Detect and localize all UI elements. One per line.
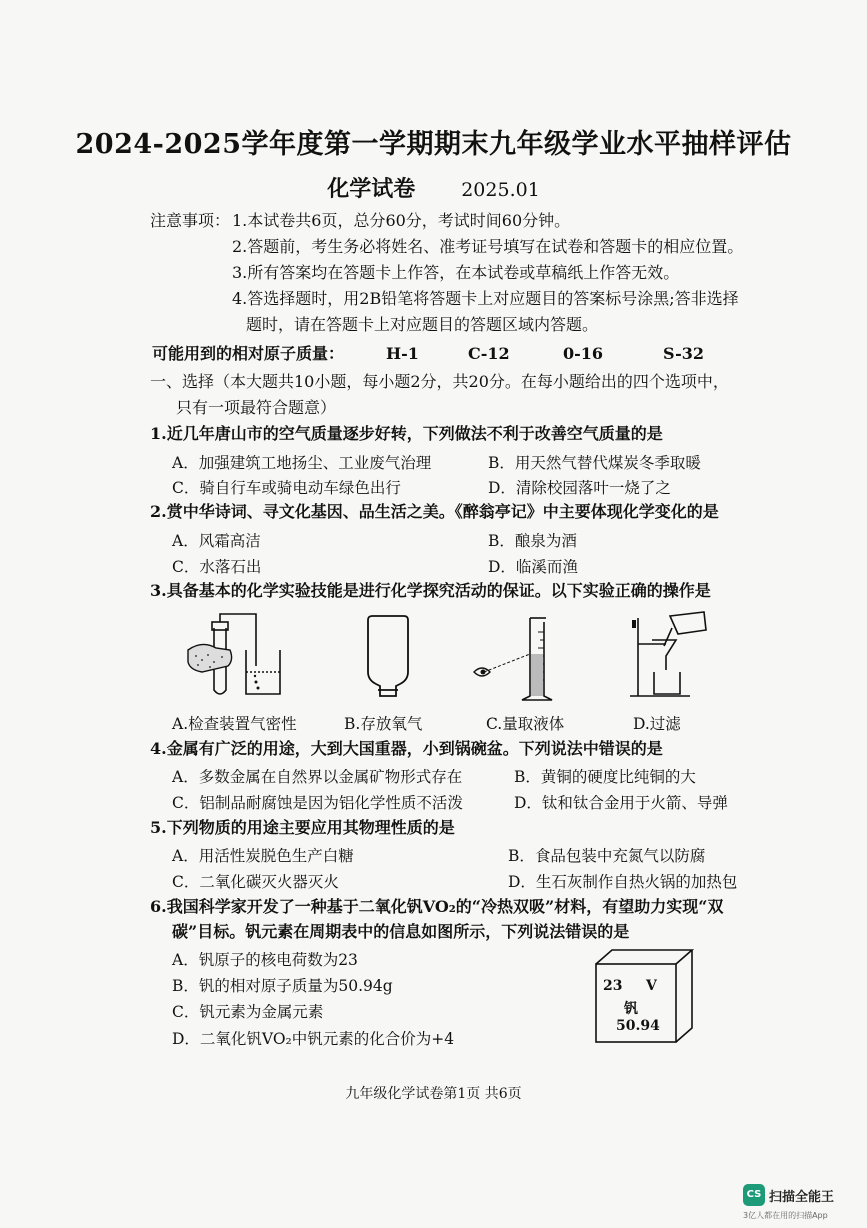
question-4-option-d: D．钛和钛合金用于火箭、导弹 xyxy=(514,794,728,812)
question-4-stem: 4.金属有广泛的用途，大到大国重器，小到锅碗盆。下列说法中错误的是 xyxy=(150,739,663,758)
figure-airtightness-check xyxy=(184,610,294,702)
question-2-option-d: D．临溪而渔 xyxy=(488,558,578,576)
question-5-stem: 5.下列物质的用途主要应用其物理性质的是 xyxy=(150,818,455,837)
exam-title: 2024-2025学年度第一学期期末九年级学业水平抽样评估 xyxy=(75,129,792,160)
question-3-stem: 3.具备基本的化学实验技能是进行化学探究活动的保证。以下实验正确的操作是 xyxy=(150,581,711,600)
atomic-mass-h: H-1 xyxy=(386,344,419,363)
question-6-option-d: D．二氧化钒VO₂中钒元素的化合价为+4 xyxy=(172,1030,455,1048)
note-2: 2.答题前，考生务必将姓名、准考证号填写在试卷和答题卡的相应位置。 xyxy=(232,237,744,256)
question-6-option-c: C．钒元素为金属元素 xyxy=(172,1003,324,1021)
scanner-logo-icon: CS xyxy=(743,1184,765,1206)
question-1-option-b: B．用天然气替代煤炭冬季取暖 xyxy=(488,454,701,472)
question-6-stem-cont: 碳”目标。钒元素在周期表中的信息如图所示，下列说法错误的是 xyxy=(172,922,630,941)
question-6-option-b: B．钒的相对原子质量为50.94g xyxy=(172,977,393,995)
question-1-option-d: D．清除校园落叶一烧了之 xyxy=(488,479,671,497)
note-4: 4.答选择题时，用2B铅笔将答题卡上对应题目的答案标号涂黑;答非选择 xyxy=(232,289,739,308)
element-symbol: V xyxy=(646,978,657,994)
subject-label: 化学试卷 xyxy=(327,176,416,202)
element-name: 钒 xyxy=(624,1001,638,1017)
note-3: 3.所有答案均在答题卡上作答，在本试卷或草稿纸上作答无效。 xyxy=(232,263,680,282)
question-2-option-c: C．水落石出 xyxy=(172,558,262,576)
figure-oxygen-bottle xyxy=(360,614,416,700)
question-3-option-a: A.检查装置气密性 xyxy=(172,715,297,733)
question-2-option-b: B．酿泉为酒 xyxy=(488,532,577,550)
question-1-stem: 1.近几年唐山市的空气质量逐步好转，下列做法不利于改善空气质量的是 xyxy=(150,424,663,443)
element-atomic-number: 23 xyxy=(603,978,623,994)
question-4-option-a: A．多数金属在自然界以金属矿物形式存在 xyxy=(172,768,463,786)
figure-measuring-liquid xyxy=(470,616,560,704)
question-3-option-c: C.量取液体 xyxy=(486,715,565,733)
atomic-mass-s: S-32 xyxy=(663,344,705,363)
exam-date: 2025.01 xyxy=(461,179,540,201)
atomic-mass-label: 可能用到的相对原子质量： xyxy=(152,344,345,363)
question-6-option-a: A．钒原子的核电荷数为23 xyxy=(172,951,358,969)
question-3-option-d: D.过滤 xyxy=(633,715,681,733)
section-heading-cont: 只有一项最符合题意） xyxy=(176,398,337,417)
question-6-stem: 6.我国科学家开发了一种基于二氧化钒VO₂的“冷热双吸”材料，有望助力实现“双 xyxy=(150,897,724,916)
question-3-option-b: B.存放氧气 xyxy=(344,715,423,733)
note-4-cont: 题时，请在答题卡上对应题目的答题区域内答题。 xyxy=(246,315,599,334)
question-5-option-d: D．生石灰制作自热火锅的加热包 xyxy=(508,873,738,891)
element-mass: 50.94 xyxy=(616,1018,660,1034)
scanner-watermark xyxy=(743,1182,853,1222)
question-2-option-a: A．风霜高洁 xyxy=(172,532,261,550)
vanadium-element-card xyxy=(594,948,694,1044)
question-5-option-a: A．用活性炭脱色生产白糖 xyxy=(172,847,354,865)
scanner-name: 扫描全能王 xyxy=(769,1190,835,1205)
notes-label: 注意事项： xyxy=(150,211,231,230)
page-footer: 九年级化学试卷第1页 共6页 xyxy=(345,1086,522,1102)
figure-filtration xyxy=(626,610,710,704)
note-1: 1.本试卷共6页，总分60分，考试时间60分钟。 xyxy=(232,211,571,230)
question-5-option-b: B．食品包装中充氮气以防腐 xyxy=(508,847,706,865)
atomic-mass-c: C-12 xyxy=(468,344,510,363)
question-1-option-c: C．骑自行车或骑电动车绿色出行 xyxy=(172,479,401,497)
question-2-stem: 2.赏中华诗词、寻文化基因、品生活之美。《醉翁亭记》中主要体现化学变化的是 xyxy=(150,502,719,521)
section-heading: 一、选择（本大题共10小题，每小题2分，共20分。在每小题给出的四个选项中， xyxy=(150,372,729,391)
exam-subtitle xyxy=(0,172,867,203)
question-5-option-c: C．二氧化碳灭火器灭火 xyxy=(172,873,339,891)
scanner-tagline: 3亿人都在用的扫描App xyxy=(743,1211,828,1220)
question-1-option-a: A．加强建筑工地扬尘、工业废气治理 xyxy=(172,454,432,472)
question-4-option-c: C．铝制品耐腐蚀是因为铝化学性质不活泼 xyxy=(172,794,463,812)
atomic-mass-o: 0-16 xyxy=(563,344,604,363)
question-4-option-b: B．黄铜的硬度比纯铜的大 xyxy=(514,768,696,786)
